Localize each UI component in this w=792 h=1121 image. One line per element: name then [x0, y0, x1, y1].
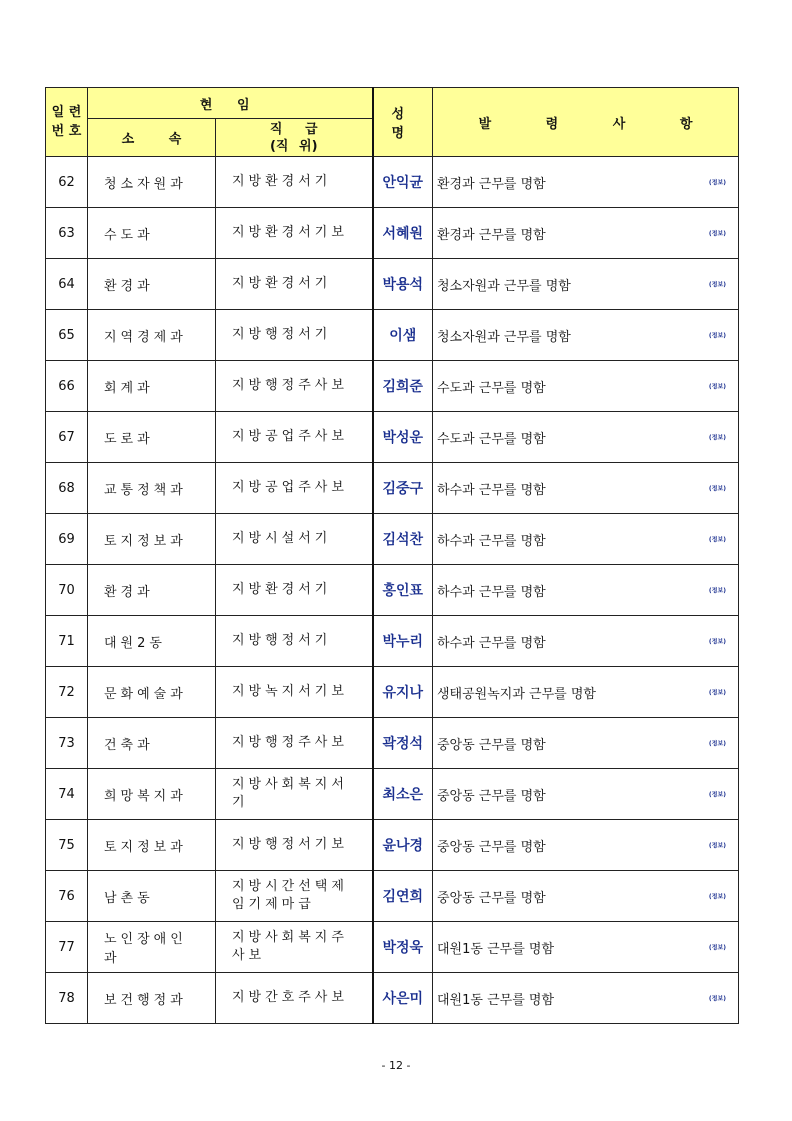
name-cell: 김연희	[373, 871, 433, 922]
order-cell	[433, 922, 739, 973]
order-cell	[433, 514, 739, 565]
order-text: 하수과 근무를 명함	[437, 533, 546, 549]
order-text: 하수과 근무를 명함	[437, 482, 546, 498]
order-text: 생태공원녹지과 근무를 명함	[437, 686, 596, 702]
grade-cell	[216, 820, 373, 871]
name-cell: 김희준	[373, 361, 433, 412]
order-cell	[433, 616, 739, 667]
grade-line: 지방녹지서기보	[232, 684, 348, 699]
grade-cell	[216, 412, 373, 463]
order-text: 하수과 근무를 명함	[437, 635, 546, 651]
grade-cell	[216, 769, 373, 820]
name-cell: 박누리	[373, 616, 433, 667]
grade-line: 지방시간선택제	[232, 879, 348, 894]
affiliation-cell: 청소자원과	[88, 157, 216, 208]
order-text: 청소자원과 근무를 명함	[437, 278, 571, 294]
serial-cell: 68	[46, 463, 88, 514]
affiliation-cell: 대원2동	[88, 616, 216, 667]
info-tag: (정보)	[708, 536, 726, 544]
affiliation-cell: 환경과	[88, 259, 216, 310]
info-tag: (정보)	[708, 740, 726, 748]
page-number: - 12 -	[381, 1059, 411, 1072]
serial-header-line2: 번 호	[51, 124, 82, 139]
table-row	[46, 361, 739, 412]
order-cell	[433, 667, 739, 718]
order-text: 중앙동 근무를 명함	[437, 839, 546, 855]
grade-cell	[216, 259, 373, 310]
name-cell: 김중구	[373, 463, 433, 514]
order-cell	[433, 871, 739, 922]
personnel-order-table	[45, 87, 739, 1024]
grade-cell	[216, 973, 373, 1024]
table-row	[46, 208, 739, 259]
serial-cell: 67	[46, 412, 88, 463]
grade-line: 지방환경서기보	[232, 225, 348, 240]
order-text: 대원1동 근무를 명함	[437, 992, 554, 1008]
affiliation-cell: 문화예술과	[88, 667, 216, 718]
grade-line: 지방행정주사보	[232, 735, 348, 750]
order-cell	[433, 718, 739, 769]
name-header: 성 명	[373, 88, 433, 157]
order-text: 환경과 근무를 명함	[437, 227, 546, 243]
grade-line: 지방환경서기	[232, 174, 332, 189]
grade-cell	[216, 310, 373, 361]
name-cell: 사은미	[373, 973, 433, 1024]
table-row	[46, 922, 739, 973]
info-tag: (정보)	[708, 281, 726, 289]
order-text: 대원1동 근무를 명함	[437, 941, 554, 957]
order-text: 환경과 근무를 명함	[437, 176, 546, 192]
affiliation-header: 소 속	[88, 119, 216, 157]
serial-cell: 72	[46, 667, 88, 718]
info-tag: (정보)	[708, 383, 726, 391]
order-cell	[433, 769, 739, 820]
order-cell	[433, 208, 739, 259]
serial-header	[46, 88, 88, 157]
info-tag: (정보)	[708, 893, 726, 901]
grade-line: 지방사회복지주사보	[232, 930, 348, 963]
order-cell	[433, 361, 739, 412]
name-cell: 박용석	[373, 259, 433, 310]
grade-cell	[216, 718, 373, 769]
serial-cell: 66	[46, 361, 88, 412]
serial-cell: 76	[46, 871, 88, 922]
order-cell	[433, 412, 739, 463]
affiliation-cell: 건축과	[88, 718, 216, 769]
order-cell	[433, 259, 739, 310]
info-tag: (정보)	[708, 791, 726, 799]
grade-cell	[216, 463, 373, 514]
serial-cell: 78	[46, 973, 88, 1024]
serial-cell: 77	[46, 922, 88, 973]
table-row	[46, 718, 739, 769]
table-row	[46, 514, 739, 565]
grade-cell	[216, 922, 373, 973]
table-row	[46, 667, 739, 718]
info-tag: (정보)	[708, 689, 726, 697]
serial-cell: 69	[46, 514, 88, 565]
affiliation-cell: 노인장애인과	[88, 922, 216, 973]
grade-line: 지방시설서기	[232, 531, 332, 546]
grade-cell	[216, 565, 373, 616]
name-cell: 서혜원	[373, 208, 433, 259]
info-tag: (정보)	[708, 587, 726, 595]
affiliation-cell: 희망복지과	[88, 769, 216, 820]
table-row	[46, 973, 739, 1024]
name-cell: 김석찬	[373, 514, 433, 565]
serial-cell: 73	[46, 718, 88, 769]
serial-cell: 71	[46, 616, 88, 667]
name-cell: 최소은	[373, 769, 433, 820]
name-cell: 박성운	[373, 412, 433, 463]
serial-cell: 62	[46, 157, 88, 208]
order-cell	[433, 820, 739, 871]
affiliation-cell: 환경과	[88, 565, 216, 616]
grade-line: 지방공업주사보	[232, 429, 348, 444]
grade-cell	[216, 208, 373, 259]
name-cell: 박정욱	[373, 922, 433, 973]
serial-cell: 64	[46, 259, 88, 310]
info-tag: (정보)	[708, 179, 726, 187]
grade-line: 지방행정서기보	[232, 837, 348, 852]
serial-cell: 74	[46, 769, 88, 820]
name-cell: 곽정석	[373, 718, 433, 769]
name-cell: 유지나	[373, 667, 433, 718]
order-cell	[433, 157, 739, 208]
grade-line: 지방환경서기	[232, 276, 332, 291]
serial-cell: 65	[46, 310, 88, 361]
table-row	[46, 565, 739, 616]
grade-header-line2: (직 위)	[269, 138, 318, 154]
current-post-header: 현 임	[88, 88, 373, 119]
table-row	[46, 259, 739, 310]
grade-cell	[216, 157, 373, 208]
grade-header-line1: 직 급	[269, 121, 318, 137]
info-tag: (정보)	[708, 434, 726, 442]
affiliation-cell: 교통정책과	[88, 463, 216, 514]
affiliation-cell: 보건행정과	[88, 973, 216, 1024]
grade-cell	[216, 871, 373, 922]
grade-line: 지방간호주사보	[232, 990, 348, 1005]
info-tag: (정보)	[708, 332, 726, 340]
name-cell: 윤나경	[373, 820, 433, 871]
table-row	[46, 871, 739, 922]
order-text: 청소자원과 근무를 명함	[437, 329, 571, 345]
affiliation-cell: 회계과	[88, 361, 216, 412]
grade-line: 임기제마급	[232, 897, 315, 912]
serial-cell: 75	[46, 820, 88, 871]
order-text: 하수과 근무를 명함	[437, 584, 546, 600]
order-text: 중앙동 근무를 명함	[437, 788, 546, 804]
grade-cell	[216, 616, 373, 667]
grade-line: 지방행정서기	[232, 633, 332, 648]
order-cell	[433, 973, 739, 1024]
name-cell: 홍인표	[373, 565, 433, 616]
info-tag: (정보)	[708, 944, 726, 952]
grade-line: 지방공업주사보	[232, 480, 348, 495]
info-tag: (정보)	[708, 995, 726, 1003]
order-header: 발 령 사 항	[433, 88, 739, 157]
order-cell	[433, 310, 739, 361]
table-row	[46, 820, 739, 871]
order-cell	[433, 565, 739, 616]
grade-line: 지방환경서기	[232, 582, 332, 597]
order-cell	[433, 463, 739, 514]
affiliation-cell: 토지정보과	[88, 514, 216, 565]
name-cell: 안익균	[373, 157, 433, 208]
order-text: 수도과 근무를 명함	[437, 431, 546, 447]
grade-line: 지방행정주사보	[232, 378, 348, 393]
affiliation-cell: 수도과	[88, 208, 216, 259]
info-tag: (정보)	[708, 638, 726, 646]
serial-header-line1: 일 련	[51, 105, 82, 120]
table-row	[46, 412, 739, 463]
order-text: 중앙동 근무를 명함	[437, 890, 546, 906]
serial-cell: 70	[46, 565, 88, 616]
affiliation-cell: 토지정보과	[88, 820, 216, 871]
table-row	[46, 157, 739, 208]
info-tag: (정보)	[708, 230, 726, 238]
info-tag: (정보)	[708, 842, 726, 850]
serial-cell: 63	[46, 208, 88, 259]
table-row	[46, 616, 739, 667]
order-text: 중앙동 근무를 명함	[437, 737, 546, 753]
table-row	[46, 463, 739, 514]
name-cell: 이샘	[373, 310, 433, 361]
order-text: 수도과 근무를 명함	[437, 380, 546, 396]
table-row	[46, 769, 739, 820]
grade-header	[216, 119, 373, 157]
info-tag: (정보)	[708, 485, 726, 493]
grade-line: 지방행정서기	[232, 327, 332, 342]
affiliation-cell: 도로과	[88, 412, 216, 463]
affiliation-cell: 지역경제과	[88, 310, 216, 361]
grade-cell	[216, 667, 373, 718]
grade-line: 지방사회복지서기	[232, 777, 348, 810]
grade-cell	[216, 361, 373, 412]
affiliation-cell: 남촌동	[88, 871, 216, 922]
table-row	[46, 310, 739, 361]
grade-cell	[216, 514, 373, 565]
